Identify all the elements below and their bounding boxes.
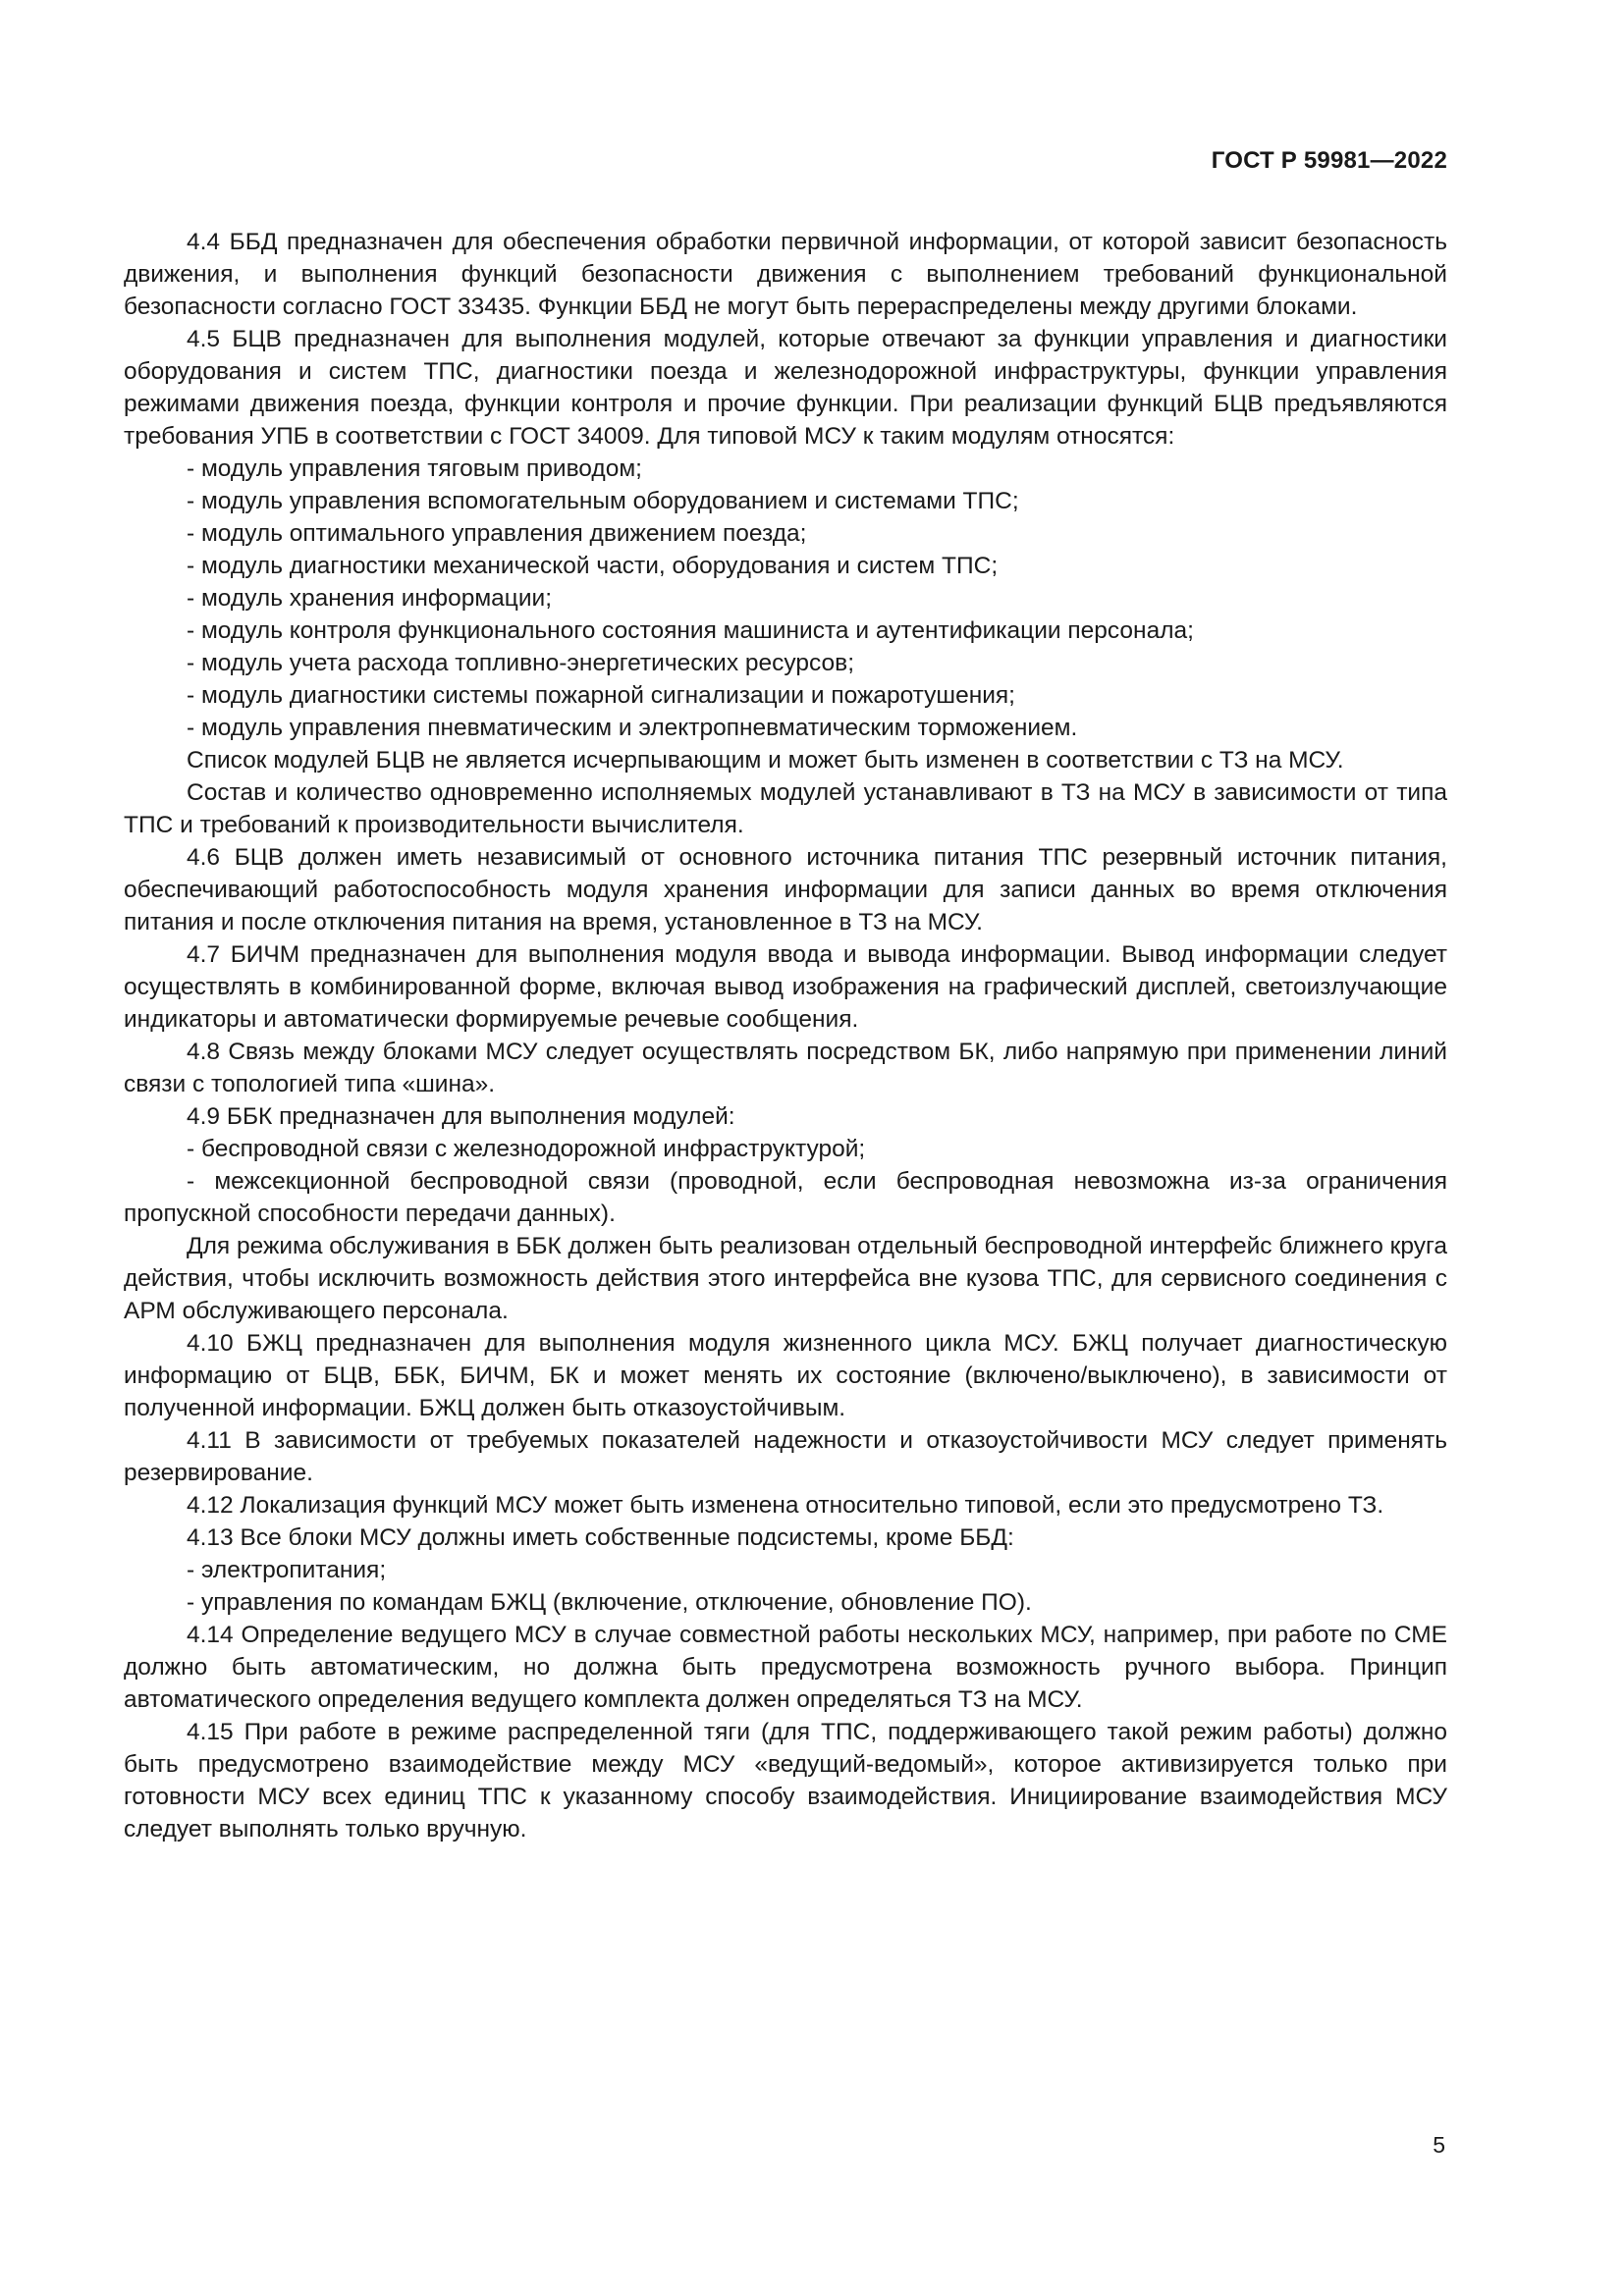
list-item: - модуль контроля функционального состояния машиниста и аутентификации персонала; (187, 617, 1194, 644)
list-item: - модуль управления пневматическим и электропневматическим торможением. (187, 715, 1078, 741)
paragraph-4-14: 4.14 Определение ведущего МСУ в случае совместной работы нескольких МСУ, например, при работе по СМЕ должно быть автоматическим, но должна быть предусмотрена возможность ручного выбора. Принцип автоматического определения ведущего комплекта должен определяться ТЗ на МСУ. (124, 1622, 1447, 1713)
paragraph-4-5: 4.5 БЦВ предназначен для выполнения модулей, которые отвечают за функции управления и диагностики оборудования и систем ТПС, диагностики поезда и железнодорожной инфраструктуры, функции управления режимами движения поезда, функции контроля и прочие функции. При реализации функций БЦВ предъявляются требования УПБ в соответствии с ГОСТ 34009. Для типовой МСУ к таким модулям относятся: (124, 326, 1447, 450)
paragraph-bcv-list-note: Список модулей БЦВ не является исчерпывающим и может быть изменен в соответствии с ТЗ на МСУ. (187, 747, 1344, 774)
list-item: - модуль управления вспомогательным оборудованием и системами ТПС; (187, 488, 1019, 514)
paragraph-4-15: 4.15 При работе в режиме распределенной тяги (для ТПС, поддерживающего такой режим работы) должно быть предусмотрено взаимодействие между МСУ «ведущий-ведомый», которое активизируется только при готовности МСУ всех единиц ТПС к указанному способу взаимодействия. Инициирование взаимодействия МСУ следует выполнять только вручную. (124, 1719, 1447, 1842)
paragraph-4-10: 4.10 БЖЦ предназначен для выполнения модуля жизненного цикла МСУ. БЖЦ получает диагностическую информацию от БЦВ, ББК, БИЧМ, БК и может менять их состояние (включено/выключено), в зависимости от полученной информации. БЖЦ должен быть отказоустойчивым. (124, 1330, 1447, 1421)
list-item: - межсекционной беспроводной связи (проводной, если беспроводная невозможна из-за ограничения пропускной способности передачи данных). (124, 1168, 1447, 1227)
paragraph-4-11: 4.11 В зависимости от требуемых показателей надежности и отказоустойчивости МСУ следует применять резервирование. (124, 1427, 1447, 1486)
paragraph-4-6: 4.6 БЦВ должен иметь независимый от основного источника питания ТПС резервный источник питания, обеспечивающий работоспособность модуля хранения информации для записи данных во время отключения питания и после отключения питания на время, установленное в ТЗ на МСУ. (124, 844, 1447, 935)
document-body (124, 226, 1447, 1845)
paragraph-service-mode: Для режима обслуживания в ББК должен быть реализован отдельный беспроводной интерфейс ближнего круга действия, чтобы исключить возможность действия этого интерфейса вне кузова ТПС, для сервисного соединения с АРМ обслуживающего персонала. (124, 1233, 1447, 1324)
list-item: - модуль оптимального управления движением поезда; (187, 520, 807, 547)
paragraph-4-13: 4.13 Все блоки МСУ должны иметь собственные подсистемы, кроме ББД: (187, 1524, 1014, 1551)
paragraph-4-12: 4.12 Локализация функций МСУ может быть изменена относительно типовой, если это предусмотрено ТЗ. (187, 1492, 1384, 1519)
list-item: - модуль диагностики системы пожарной сигнализации и пожаротушения; (187, 682, 1015, 709)
paragraph-4-4: 4.4 ББД предназначен для обеспечения обработки первичной информации, от которой зависит безопасность движения, и выполнения функций безопасности движения с выполнением требований функциональной безопасности согласно ГОСТ 33435. Функции ББД не могут быть перераспределены между другими блоками. (124, 229, 1447, 320)
list-item: - модуль хранения информации; (187, 585, 553, 612)
list-item: - управления по командам БЖЦ (включение, отключение, обновление ПО). (187, 1589, 1032, 1616)
list-item: - модуль управления тяговым приводом; (187, 455, 642, 482)
paragraph-4-9: 4.9 ББК предназначен для выполнения модулей: (187, 1103, 735, 1130)
page-number: 5 (1433, 2132, 1445, 2158)
standard-id-header: ГОСТ Р 59981—2022 (1211, 147, 1447, 174)
list-item: - модуль диагностики механической части, оборудования и систем ТПС; (187, 553, 999, 579)
paragraph-4-8: 4.8 Связь между блоками МСУ следует осуществлять посредством БК, либо напрямую при применении линий связи с топологией типа «шина». (124, 1039, 1447, 1097)
list-item: - беспроводной связи с железнодорожной инфраструктурой; (187, 1136, 866, 1162)
list-item: - модуль учета расхода топливно-энергетических ресурсов; (187, 650, 854, 676)
paragraph-modules-composition: Состав и количество одновременно исполняемых модулей устанавливают в ТЗ на МСУ в зависимости от типа ТПС и требований к производительности вычислителя. (124, 779, 1447, 838)
paragraph-4-7: 4.7 БИЧМ предназначен для выполнения модуля ввода и вывода информации. Вывод информации следует осуществлять в комбинированной форме, включая вывод изображения на графический дисплей, светоизлучающие индикаторы и автоматически формируемые речевые сообщения. (124, 941, 1447, 1033)
list-item: - электропитания; (187, 1557, 387, 1583)
